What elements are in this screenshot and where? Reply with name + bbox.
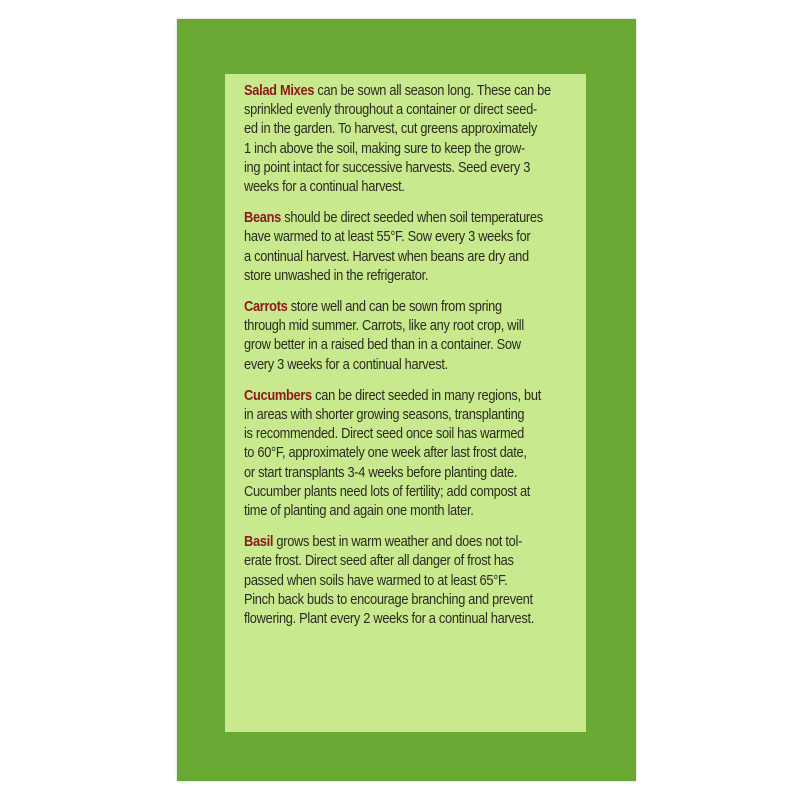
text-line: Pinch back buds to encourage branching and prevent — [244, 591, 533, 608]
text-line: grows best in warm weather and does not tol- — [273, 534, 522, 551]
text-line: is recommended. Direct seed once soil has warmed — [244, 426, 525, 443]
paragraph-basil — [244, 533, 571, 629]
seed-packet-card — [177, 19, 636, 781]
keyword-basil: Basil — [244, 534, 274, 551]
keyword-beans: Beans — [244, 210, 282, 227]
text-line: can be direct seeded in many regions, but — [311, 387, 541, 404]
planting-instructions — [244, 82, 571, 641]
text-line: have warmed to at least 55°F. Sow every 3 weeks for — [244, 229, 531, 246]
text-line: erate frost. Direct seed after all danger of frost has — [244, 553, 514, 570]
text-line: 1 inch above the soil, making sure to keep the grow- — [244, 140, 525, 157]
text-line: Cucumber plants need lots of fertility; add compost at — [244, 483, 531, 500]
text-line: sprinkled evenly throughout a container or direct seed- — [244, 102, 537, 119]
paragraph-beans — [244, 209, 571, 286]
text-line: time of planting and again one month later. — [244, 503, 474, 520]
text-line: ed in the garden. To harvest, cut greens approximately — [244, 121, 537, 138]
text-line: or start transplants 3-4 weeks before planting date. — [244, 464, 518, 481]
text-line: in areas with shorter growing seasons, transplanting — [244, 407, 525, 424]
text-line: to 60°F, approximately one week after last frost date, — [244, 445, 527, 462]
text-line: grow better in a raised bed than in a container. Sow — [244, 337, 521, 354]
paragraph-cucumbers — [244, 387, 571, 521]
text-line: weeks for a continual harvest. — [244, 179, 405, 196]
text-line: every 3 weeks for a continual harvest. — [244, 356, 448, 373]
keyword-carrots: Carrots — [244, 299, 288, 316]
keyword-salad-mixes: Salad Mixes — [244, 83, 315, 99]
text-panel — [225, 74, 586, 732]
text-line: flowering. Plant every 2 weeks for a continual harvest. — [244, 611, 535, 628]
text-line: passed when soils have warmed to at least 65°F. — [244, 572, 508, 589]
text-line: should be direct seeded when soil temperatures — [281, 210, 543, 227]
keyword-cucumbers: Cucumbers — [244, 387, 312, 404]
text-line: ing point intact for successive harvests. Seed every 3 — [244, 159, 531, 176]
text-line: can be sown all season long. These can be — [314, 83, 551, 99]
text-line: store well and can be sown from spring — [287, 299, 502, 316]
text-line: a continual harvest. Harvest when beans are dry and — [244, 248, 529, 265]
text-line: through mid summer. Carrots, like any root crop, will — [244, 318, 524, 335]
text-line: store unwashed in the refrigerator. — [244, 267, 429, 284]
paragraph-salad-mixes — [244, 82, 571, 197]
paragraph-carrots — [244, 298, 571, 375]
